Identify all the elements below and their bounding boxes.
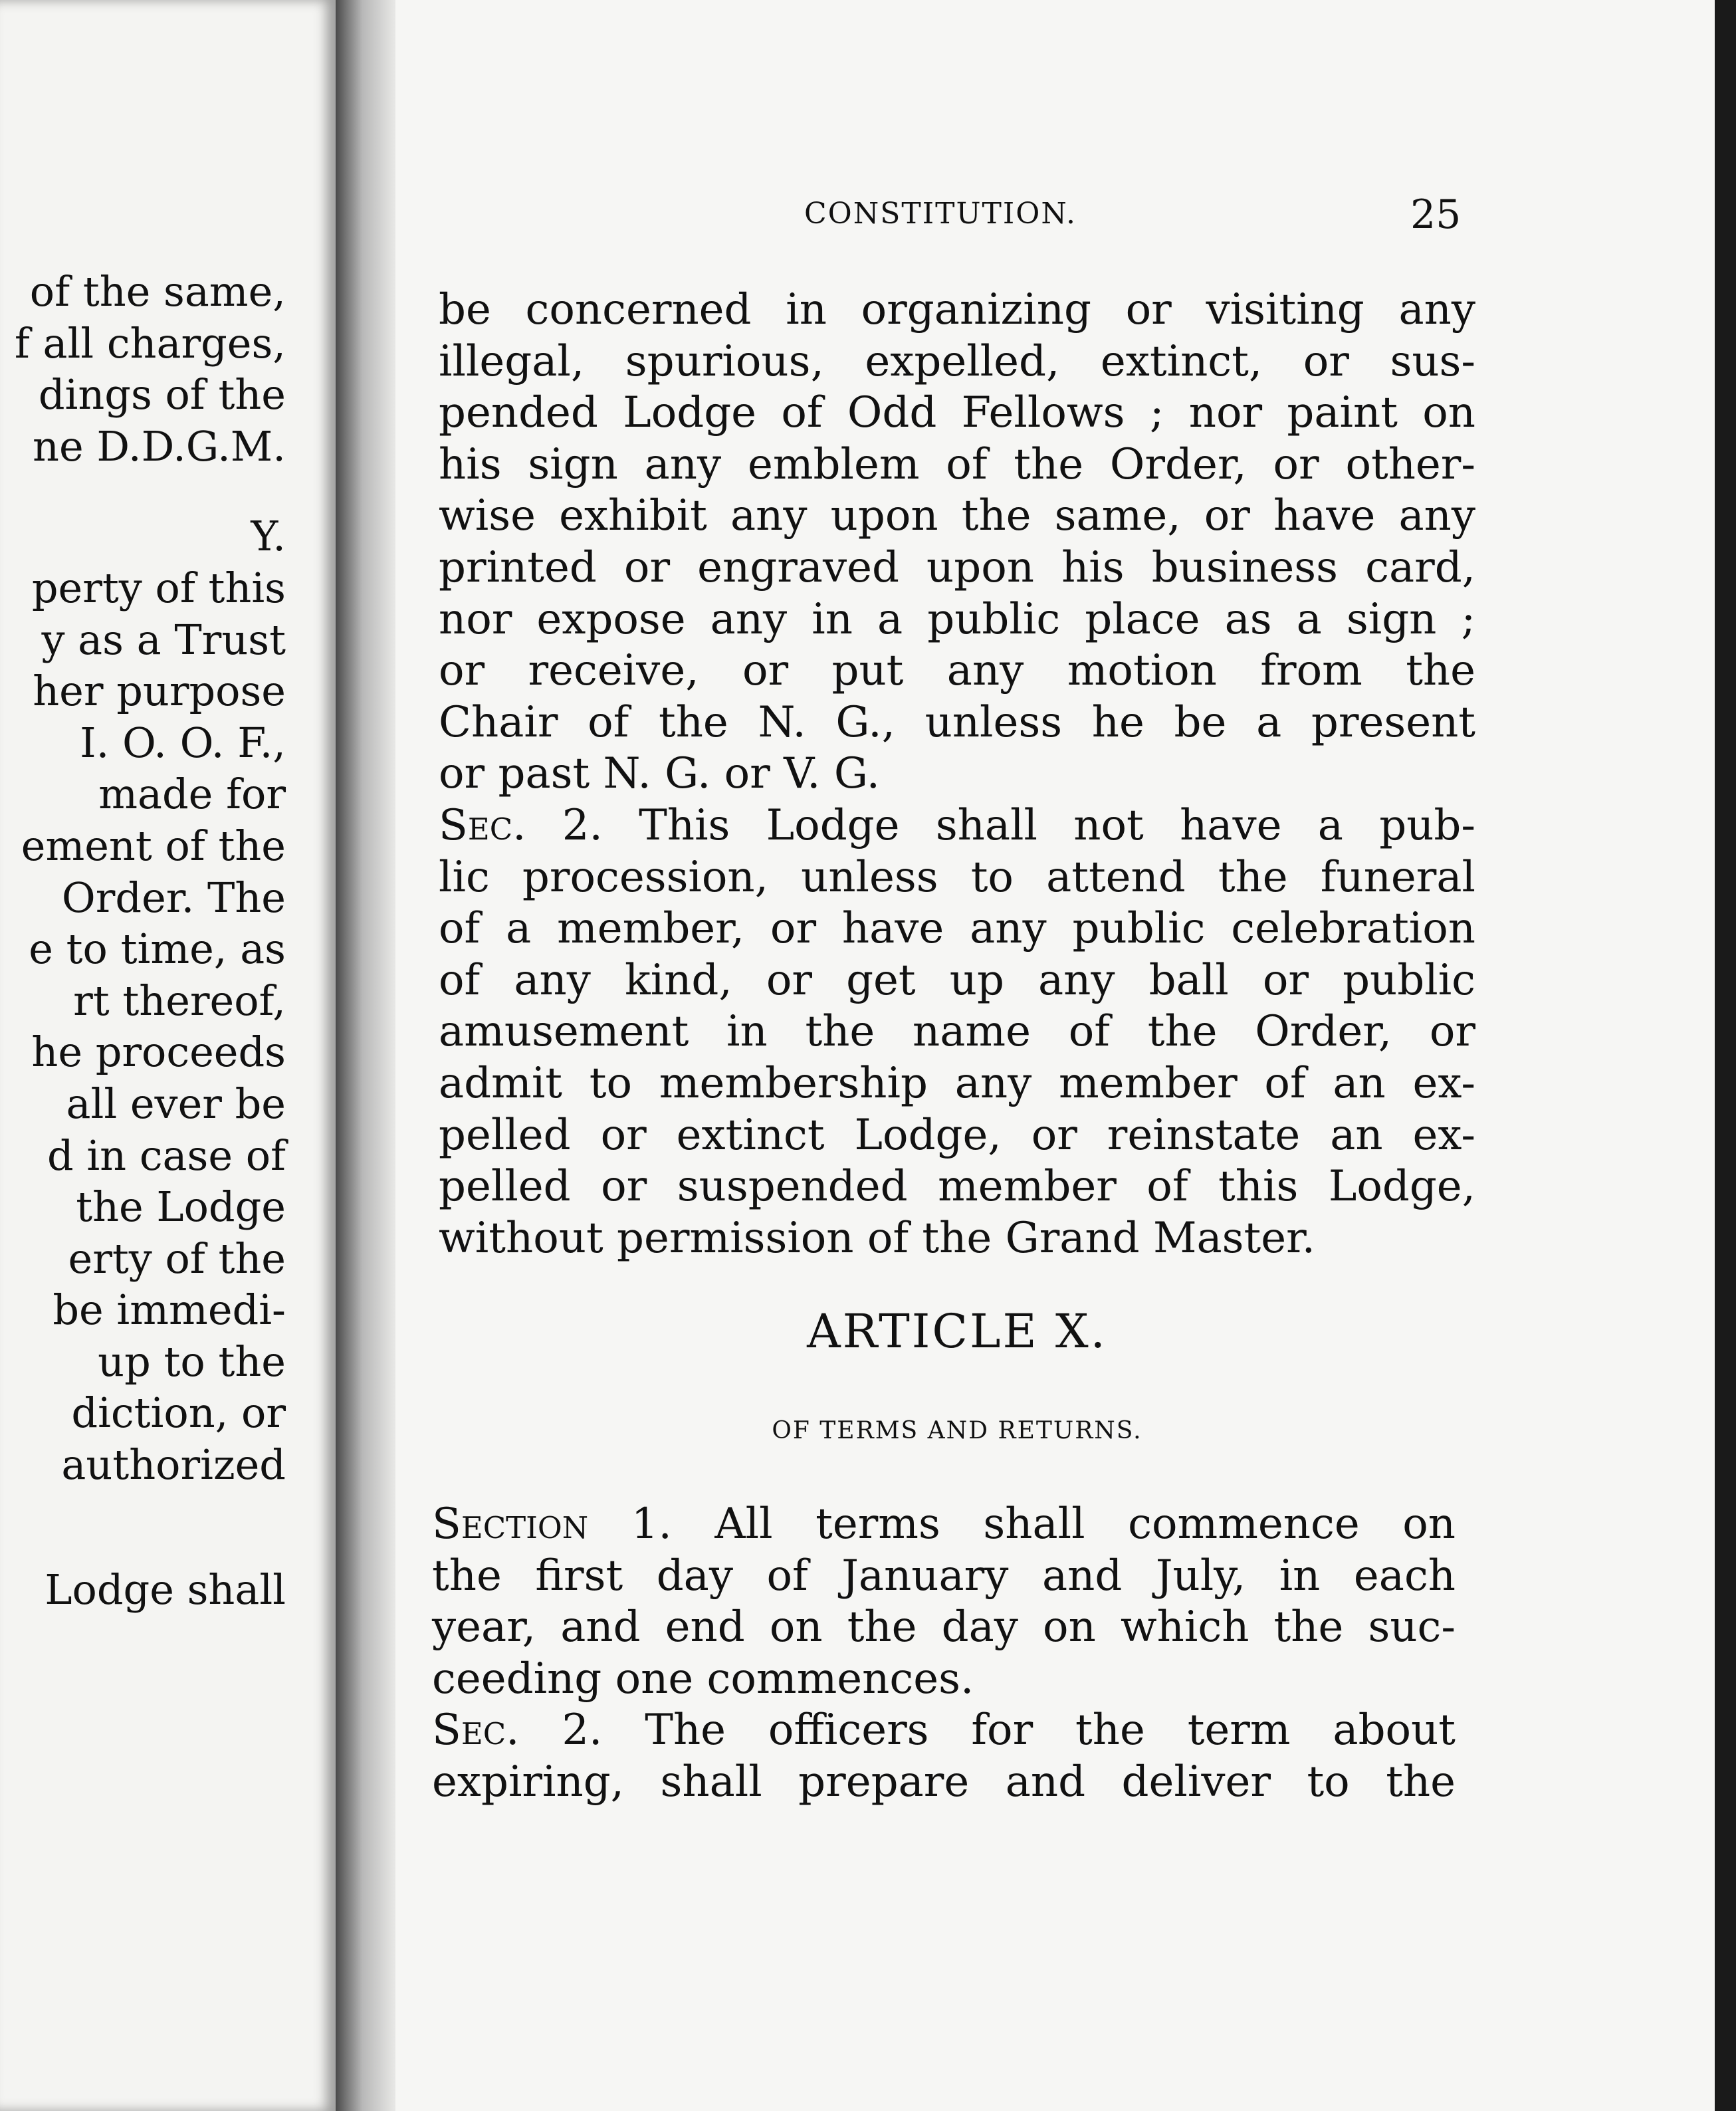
left-page-fragment	[0, 0, 336, 2111]
left-line: diction, or	[71, 1389, 286, 1438]
text-fragment: The officers for the term about	[645, 1706, 1456, 1755]
left-line: Y.	[251, 512, 286, 561]
text-line: lic procession, unless to attend the funeral	[439, 852, 1475, 902]
left-line: up to the	[98, 1337, 286, 1386]
left-line: d in case of	[47, 1131, 286, 1180]
left-page-text	[0, 266, 286, 1615]
text-line: expiring, shall prepare and deliver to the	[432, 1757, 1456, 1807]
page-edge-shadow	[1715, 0, 1736, 2111]
left-line: erty of the	[68, 1234, 286, 1283]
left-line: be immedi-	[53, 1285, 286, 1335]
left-line: ne D.D.G.M.	[33, 421, 286, 471]
text-line: year, and end on the day on which the suc-	[432, 1603, 1456, 1652]
left-line: Lodge shall	[45, 1565, 286, 1614]
page-number: 25	[1410, 191, 1462, 238]
left-line: e to time, as	[29, 925, 286, 974]
text-line: Chair of the N. G., unless he be a present	[439, 697, 1475, 747]
left-line: f all charges,	[14, 318, 286, 368]
left-line: he proceeds	[31, 1028, 286, 1077]
text-line: or past N. G. or V. G.	[439, 749, 880, 799]
text-line: ceeding one commences.	[432, 1654, 974, 1704]
article-heading: ARTICLE X.	[807, 1304, 1107, 1359]
left-line: perty of this	[31, 563, 286, 612]
section-b-text	[432, 1499, 1456, 1809]
text-line: wise exhibit any upon the same, or have any	[439, 491, 1475, 541]
text-line: nor expose any in a public place as a sign ;	[439, 594, 1475, 644]
left-line: all ever be	[66, 1079, 286, 1128]
left-line: of the same,	[29, 267, 286, 316]
text-line: be concerned in organizing or visiting any	[439, 285, 1475, 334]
sec2-first-line	[432, 1705, 1456, 1757]
left-line: made for	[98, 770, 286, 819]
text-line: the first day of January and July, in each	[432, 1551, 1456, 1601]
sec1-first-line	[432, 1499, 1456, 1551]
left-line: ement of the	[21, 821, 286, 870]
section-label: Section 1.	[432, 1500, 672, 1549]
text-line: pended Lodge of Odd Fellows ; nor paint on	[439, 388, 1475, 438]
text-line: of any kind, or get up any ball or public	[439, 955, 1475, 1005]
left-line: I. O. O. F.,	[80, 718, 286, 767]
text-line: without permission of the Grand Master.	[439, 1213, 1315, 1263]
text-line: or receive, or put any motion from the	[439, 646, 1475, 696]
left-line: authorized	[61, 1440, 286, 1490]
text-line: his sign any emblem of the Order, or other-	[439, 439, 1475, 489]
section-label: Sec. 2.	[439, 800, 603, 850]
text-fragment: This Lodge shall not have a pub-	[639, 800, 1476, 850]
text-line: of a member, or have any public celebration	[439, 904, 1475, 954]
section-a-text	[439, 284, 1475, 1264]
book-gutter	[336, 0, 395, 2111]
left-line: dings of the	[38, 370, 286, 419]
text-line: printed or engraved upon his business card,	[439, 542, 1475, 592]
section-label: Sec. 2.	[432, 1706, 603, 1755]
text-line: amusement in the name of the Order, or	[439, 1007, 1475, 1057]
left-line: rt thereof,	[73, 976, 286, 1025]
left-line: her purpose	[33, 667, 286, 716]
running-title: CONSTITUTION.	[804, 197, 1077, 231]
left-line: Order. The	[61, 873, 286, 922]
left-line: the Lodge	[76, 1182, 286, 1232]
text-fragment: All terms shall commence on	[714, 1500, 1456, 1549]
text-line: admit to membership any member of an ex-	[439, 1058, 1475, 1108]
text-line: pelled or extinct Lodge, or reinstate an ex-	[439, 1110, 1475, 1160]
text-line: pelled or suspended member of this Lodge,	[439, 1162, 1475, 1212]
sec2-first-line	[439, 800, 1475, 852]
text-line: illegal, spurious, expelled, extinct, or sus-	[439, 336, 1475, 386]
article-subheading: OF TERMS AND RETURNS.	[772, 1417, 1142, 1444]
left-line: y as a Trust	[41, 615, 286, 664]
